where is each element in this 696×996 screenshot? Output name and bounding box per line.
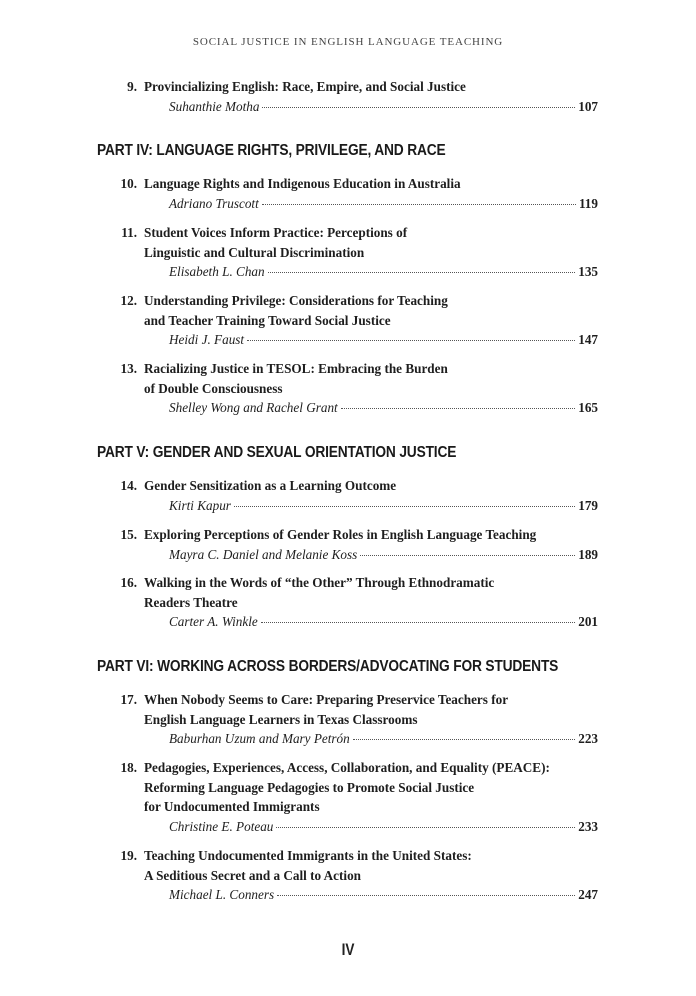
dot-leader	[277, 895, 575, 896]
chapter-number: 9.	[127, 79, 137, 94]
entry-title-line: Walking in the Words of “the Other” Through Ethnodramatic	[144, 575, 495, 590]
dot-leader	[360, 555, 575, 556]
author-line	[97, 330, 598, 350]
toc-entry-9[interactable]	[97, 77, 598, 116]
dot-leader	[276, 827, 575, 828]
entry-title	[97, 243, 598, 263]
toc-entry-14[interactable]	[97, 476, 598, 515]
page-number: 179	[578, 497, 598, 513]
page-number: 223	[578, 731, 598, 747]
entry-title-line: and Teacher Training Toward Social Justice	[144, 312, 391, 328]
part-heading-vi: PART VI: WORKING ACROSS BORDERS/ADVOCATING FOR STUDENTS	[97, 658, 559, 675]
entry-title	[97, 797, 598, 817]
toc-entry-11[interactable]	[97, 223, 598, 282]
entry-author: Kirti Kapur	[169, 497, 231, 513]
entry-title	[97, 77, 598, 97]
toc-entry-12[interactable]	[97, 291, 598, 350]
chapter-number: 15.	[120, 527, 137, 542]
entry-author: Elisabeth L. Chan	[169, 264, 265, 280]
entry-title-line: Teaching Undocumented Immigrants in the United States:	[144, 848, 472, 863]
page-number: 189	[578, 546, 598, 562]
entry-title-line: Pedagogies, Experiences, Access, Collaboration, and Equality (PEACE):	[144, 760, 550, 775]
page-number: 107	[578, 98, 598, 114]
toc-entry-16[interactable]	[97, 573, 598, 632]
entry-title-line: of Double Consciousness	[144, 380, 283, 396]
author-line	[97, 885, 598, 905]
entry-title	[97, 593, 598, 613]
dot-leader	[234, 506, 575, 507]
chapter-number: 11.	[121, 225, 137, 240]
entry-title-line: Understanding Privilege: Considerations for Teaching	[144, 293, 448, 308]
author-line	[97, 496, 598, 516]
dot-leader	[268, 272, 576, 273]
entry-title	[97, 846, 598, 866]
entry-title-line: Student Voices Inform Practice: Perceptions of	[144, 225, 408, 240]
entry-title	[97, 525, 598, 545]
author-line	[97, 194, 598, 214]
entry-title	[97, 379, 598, 399]
chapter-number: 16.	[120, 575, 137, 590]
entry-title-line: Readers Theatre	[144, 594, 238, 610]
chapter-number: 12.	[120, 293, 137, 308]
dot-leader	[247, 340, 575, 341]
entry-title-line: When Nobody Seems to Care: Preparing Preservice Teachers for	[144, 692, 509, 707]
entry-title	[97, 758, 598, 778]
page-number: 147	[578, 332, 598, 348]
page-number: 247	[578, 887, 598, 903]
chapter-number: 10.	[120, 176, 137, 191]
entry-title-line: Racializing Justice in TESOL: Embracing the Burden	[144, 361, 448, 376]
entry-title	[97, 710, 598, 730]
page-number: 165	[578, 400, 598, 416]
entry-title-line: Gender Sensitization as a Learning Outcome	[144, 478, 397, 493]
dot-leader	[262, 107, 575, 108]
dot-leader	[261, 622, 575, 623]
entry-author: Shelley Wong and Rachel Grant	[169, 400, 338, 416]
entry-title	[97, 690, 598, 710]
author-line	[97, 398, 598, 418]
entry-title	[97, 174, 598, 194]
entry-title-line: Reforming Language Pedagogies to Promote Social Justice	[144, 779, 475, 795]
chapter-number: 18.	[120, 760, 137, 775]
entry-author: Mayra C. Daniel and Melanie Koss	[169, 546, 358, 562]
entry-title	[97, 476, 598, 496]
entry-title	[97, 866, 598, 886]
dot-leader	[341, 408, 575, 409]
entry-title-line: Provincializing English: Race, Empire, and Social Justice	[144, 79, 466, 94]
entry-title-line: English Language Learners in Texas Classrooms	[144, 711, 418, 727]
page-folio: IV	[341, 940, 355, 959]
author-line	[97, 97, 598, 117]
entry-author: Adriano Truscott	[169, 195, 259, 211]
toc-entry-13[interactable]	[97, 359, 598, 418]
entry-author: Carter A. Winkle	[169, 614, 258, 630]
entry-author: Christine E. Poteau	[169, 818, 274, 834]
chapter-number: 13.	[120, 361, 137, 376]
page-number: 119	[578, 195, 598, 211]
entry-title-line: for Undocumented Immigrants	[144, 799, 320, 815]
running-head: SOCIAL JUSTICE IN ENGLISH LANGUAGE TEACHING	[192, 36, 504, 48]
entry-title	[97, 359, 598, 379]
part-heading-v: PART V: GENDER AND SEXUAL ORIENTATION JUSTICE	[97, 444, 457, 461]
part-heading-iv: PART IV: LANGUAGE RIGHTS, PRIVILEGE, AND RACE	[97, 142, 446, 159]
dot-leader	[353, 739, 576, 740]
chapter-number: 17.	[120, 692, 137, 707]
entry-title-line: Language Rights and Indigenous Education in Australia	[144, 176, 461, 191]
entry-title-line: Linguistic and Cultural Discrimination	[144, 244, 365, 260]
entry-title	[97, 311, 598, 331]
entry-title	[97, 778, 598, 798]
author-line	[97, 545, 598, 565]
dot-leader	[262, 204, 576, 205]
chapter-number: 19.	[120, 848, 137, 863]
toc-entry-17[interactable]	[97, 690, 598, 749]
page-number: 233	[578, 818, 598, 834]
chapter-number: 14.	[120, 478, 137, 493]
entry-title	[97, 223, 598, 243]
page-number: 135	[578, 264, 598, 280]
page-number: 201	[578, 614, 598, 630]
entry-author: Michael L. Conners	[169, 887, 275, 903]
entry-author: Baburhan Uzum and Mary Petrón	[169, 731, 350, 747]
toc-entry-19[interactable]	[97, 846, 598, 905]
entry-author: Suhanthie Motha	[169, 98, 260, 114]
entry-title-line: Exploring Perceptions of Gender Roles in English Language Teaching	[144, 527, 537, 542]
author-line	[97, 729, 598, 749]
toc-entry-15[interactable]	[97, 525, 598, 564]
author-line	[97, 262, 598, 282]
toc-entry-10[interactable]	[97, 174, 598, 213]
entry-author: Heidi J. Faust	[169, 332, 245, 348]
entry-title	[97, 291, 598, 311]
entry-title	[97, 573, 598, 593]
author-line	[97, 612, 598, 632]
toc-entry-18[interactable]	[97, 758, 598, 836]
entry-title-line: A Seditious Secret and a Call to Action	[144, 867, 361, 883]
author-line	[97, 817, 598, 837]
